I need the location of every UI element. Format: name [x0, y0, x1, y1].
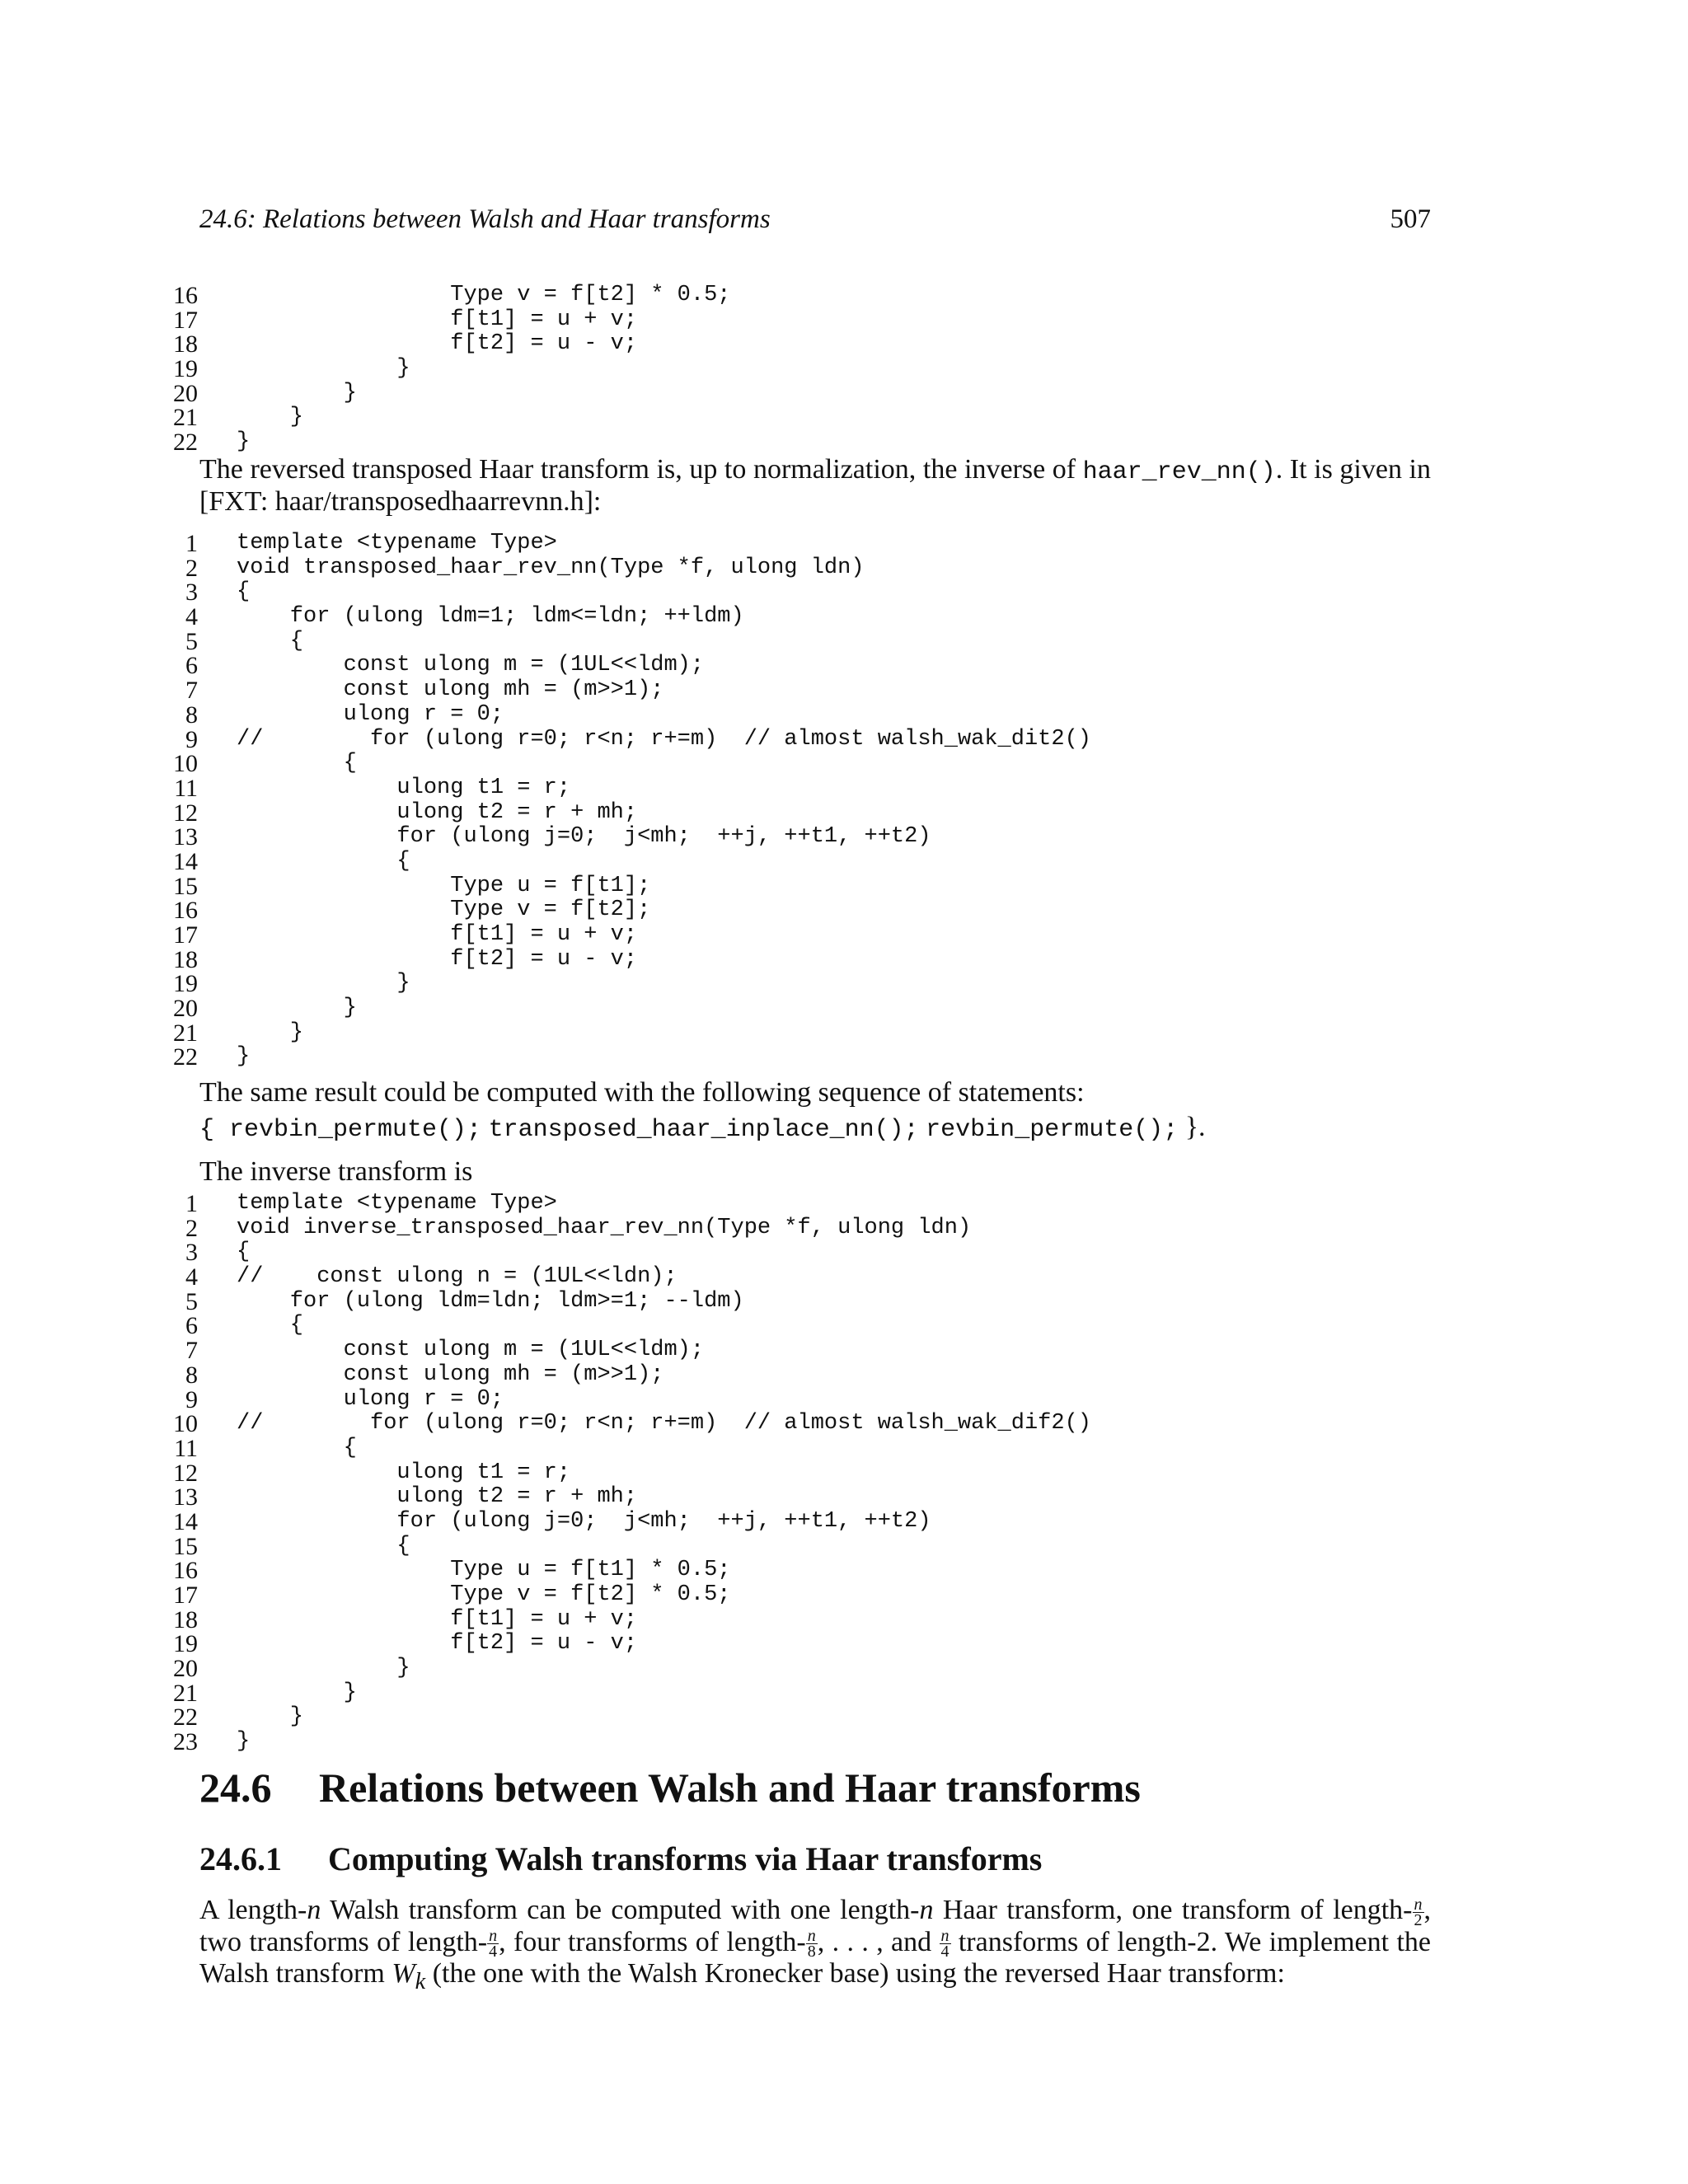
code-text: {: [237, 579, 251, 605]
line-number: 8: [185, 701, 198, 729]
code-text: template <typename Type>: [237, 531, 557, 555]
code-text: f[t2] = u - v;: [237, 331, 638, 357]
code-text: // for (ulong r=0; r<n; r+=m) // almost walsh_wak_dif2(): [237, 1411, 1091, 1436]
line-number: 10: [173, 1410, 198, 1438]
line-number: 13: [173, 823, 198, 851]
code-text: }: [237, 1044, 251, 1070]
text: Haar transform, one transform of length-: [933, 1895, 1413, 1925]
line-number: 7: [185, 1337, 198, 1365]
text: The same result could be computed with the following sequence of statements:: [199, 1077, 1085, 1108]
line-number: 5: [185, 627, 198, 655]
math-W: W: [392, 1958, 415, 1990]
code-text: }: [237, 429, 251, 455]
denominator: 4: [940, 1943, 950, 1961]
text: , . . . , and: [817, 1926, 940, 1957]
text: transforms of length-2. We implement the Walsh transform: [199, 1926, 1431, 1990]
line-number: 5: [185, 1287, 198, 1315]
code-text: f[t2] = u - v;: [237, 946, 638, 972]
code-text: ulong r = 0;: [237, 1386, 504, 1412]
code-text: void transposed_haar_rev_nn(Type *f, ulong ldn): [237, 555, 865, 580]
line-number: 20: [173, 995, 198, 1023]
fraction-n-over-2: [1413, 1897, 1424, 1928]
code-text: }: [237, 971, 410, 996]
denominator: 2: [1414, 1910, 1423, 1929]
text: Walsh transform can be computed with one length-: [321, 1895, 920, 1925]
line-number: 9: [185, 725, 198, 753]
line-number: 20: [173, 1655, 198, 1683]
code-text: for (ulong ldm=ldn; ldm>=1; --ldm): [237, 1288, 744, 1314]
line-number: 15: [173, 1532, 198, 1560]
paragraph-inverse-transform: [199, 1157, 1431, 1187]
line-number: 22: [173, 429, 198, 457]
line-number: 1: [185, 1190, 198, 1217]
section-heading: [199, 1764, 1141, 1811]
code-text: }: [237, 380, 357, 405]
line-number: 14: [173, 847, 198, 875]
line-number: 6: [185, 652, 198, 680]
line-number: 15: [173, 872, 198, 900]
code-text: f[t1] = u + v;: [237, 922, 638, 947]
code-text: {: [237, 751, 357, 776]
code-text: const ulong m = (1UL<<ldm);: [237, 1338, 705, 1363]
running-head: [199, 204, 1431, 241]
line-number: 21: [173, 1679, 198, 1707]
code-text: void inverse_transposed_haar_rev_nn(Type *f, ulong ldn): [237, 1215, 972, 1240]
code-text: ulong t1 = r;: [237, 775, 571, 800]
code-text: f[t2] = u - v;: [237, 1631, 638, 1657]
code-text: }: [237, 1704, 304, 1730]
line-number: 18: [173, 945, 198, 973]
line-number: 8: [185, 1361, 198, 1389]
line-number: 10: [173, 750, 198, 778]
line-number: 23: [173, 1728, 198, 1756]
line-number: 2: [185, 554, 198, 582]
code-text: ulong r = 0;: [237, 701, 504, 727]
line-number: 21: [173, 404, 198, 432]
text: . It is given in [FXT: haar/transposedhaarrevnn.h]:: [199, 454, 1431, 517]
line-number: 21: [173, 1019, 198, 1047]
code-text: ulong t2 = r + mh;: [237, 1484, 638, 1510]
section-number: 24.6: [199, 1765, 272, 1811]
line-number: 20: [173, 379, 198, 407]
line-number: 3: [185, 579, 198, 607]
line-number: 1: [185, 530, 198, 557]
text: (the one with the Walsh Kronecker base) using the reversed Haar transform:: [425, 1958, 1285, 1990]
paragraph-same-result: [199, 1078, 1431, 1145]
code-text: const ulong mh = (m>>1);: [237, 1361, 664, 1387]
code-text: for (ulong j=0; j<mh; ++j, ++t1, ++t2): [237, 824, 931, 850]
fraction-n-over-4: [940, 1929, 951, 1959]
line-number: 2: [185, 1214, 198, 1242]
code-text: const ulong m = (1UL<<ldm);: [237, 653, 705, 678]
line-number: 18: [173, 330, 198, 359]
text: , four transforms of length-: [499, 1926, 806, 1957]
line-number: 12: [173, 1459, 198, 1487]
code-text: Type v = f[t2] * 0.5;: [237, 283, 731, 307]
code-text: }: [237, 1680, 357, 1705]
math-n: n: [1414, 1895, 1423, 1914]
line-number: 17: [173, 1582, 198, 1609]
code-text: ulong t2 = r + mh;: [237, 799, 638, 825]
code-text: }: [237, 405, 304, 430]
line-number: 3: [185, 1239, 198, 1267]
inline-code-haar-rev-nn: haar_rev_nn(): [1082, 458, 1276, 486]
code-text: // for (ulong r=0; r<n; r+=m) // almost walsh_wak_dit2(): [237, 726, 1091, 752]
line-number: 14: [173, 1507, 198, 1535]
denominator: 4: [489, 1943, 498, 1961]
brace-close: }.: [1178, 1112, 1206, 1142]
line-number: 11: [174, 774, 198, 802]
code-text: {: [237, 1435, 357, 1460]
code-text: for (ulong j=0; j<mh; ++j, ++t1, ++t2): [237, 1508, 931, 1534]
inline-code-revbin-permute: revbin_permute();: [926, 1116, 1179, 1144]
code-text: }: [237, 1019, 304, 1045]
inline-code-transposed-haar-inplace: transposed_haar_inplace_nn();: [488, 1116, 919, 1144]
line-number: 18: [173, 1605, 198, 1633]
paragraph-walsh-via-haar: [199, 1896, 1431, 1997]
line-number: 11: [174, 1434, 198, 1462]
line-number: 4: [185, 1263, 198, 1291]
code-text: Type v = f[t2];: [237, 898, 651, 923]
line-number: 4: [185, 603, 198, 631]
code-text: f[t1] = u + v;: [237, 1606, 638, 1632]
code-text: {: [237, 848, 410, 874]
text: A length-: [199, 1895, 307, 1925]
text: The inverse transform is: [199, 1156, 473, 1187]
code-text: {: [237, 1313, 304, 1338]
line-number: 7: [185, 677, 198, 705]
code-text: }: [237, 356, 410, 382]
line-number: 12: [173, 799, 198, 827]
fraction-n-over-4: [487, 1929, 499, 1959]
math-n: n: [940, 1927, 950, 1946]
paragraph-reversed-transposed: [199, 455, 1431, 517]
section-title: Relations between Walsh and Haar transforms: [319, 1765, 1141, 1811]
code-text: Type u = f[t1] * 0.5;: [237, 1558, 731, 1583]
brace-open: {: [199, 1116, 230, 1144]
code-text: const ulong mh = (m>>1);: [237, 677, 664, 703]
code-text: }: [237, 1729, 251, 1755]
line-number: 6: [185, 1312, 198, 1340]
math-n: n: [919, 1895, 934, 1925]
line-number: 9: [185, 1385, 198, 1413]
code-text: // const ulong n = (1UL<<ldn);: [237, 1264, 678, 1290]
fraction-n-over-8: [806, 1929, 818, 1959]
line-number: 16: [173, 1557, 198, 1585]
code-text: {: [237, 628, 304, 654]
subsection-title: Computing Walsh transforms via Haar transforms: [328, 1840, 1043, 1877]
subsection-heading: [199, 1840, 1042, 1878]
line-number: 16: [173, 282, 198, 309]
text: The reversed transposed Haar transform is, up to normalization, the inverse of: [199, 454, 1083, 485]
math-n: n: [489, 1927, 498, 1946]
line-number: 17: [173, 306, 198, 334]
page-number: 507: [1390, 204, 1431, 234]
code-text: ulong t1 = r;: [237, 1460, 571, 1485]
line-number: 19: [173, 355, 198, 383]
code-text: {: [237, 1533, 410, 1558]
line-number: 19: [173, 970, 198, 998]
text: , two transforms of length-: [199, 1895, 1431, 1957]
line-number: 13: [173, 1483, 198, 1511]
line-number: 19: [173, 1630, 198, 1658]
math-n: n: [807, 1927, 816, 1946]
code-text: for (ulong ldm=1; ldm<=ldn; ++ldm): [237, 604, 744, 630]
code-text: f[t1] = u + v;: [237, 307, 638, 332]
line-number: 22: [173, 1043, 198, 1071]
code-text: {: [237, 1240, 251, 1265]
line-number: 22: [173, 1704, 198, 1732]
line-number: 17: [173, 921, 198, 949]
denominator: 8: [807, 1943, 816, 1961]
statement-sequence: [199, 1113, 1431, 1145]
code-text: Type v = f[t2] * 0.5;: [237, 1582, 731, 1607]
code-text: }: [237, 1656, 410, 1681]
line-number: 16: [173, 897, 198, 925]
subsection-number: 24.6.1: [199, 1840, 282, 1877]
math-n: n: [307, 1895, 321, 1925]
math-k: k: [415, 1969, 426, 1995]
running-title: 24.6: Relations between Walsh and Haar transforms: [199, 204, 771, 234]
code-text: template <typename Type>: [237, 1191, 557, 1216]
code-text: }: [237, 996, 357, 1021]
inline-code-revbin-permute: revbin_permute();: [229, 1116, 482, 1144]
code-text: Type u = f[t1];: [237, 873, 651, 898]
